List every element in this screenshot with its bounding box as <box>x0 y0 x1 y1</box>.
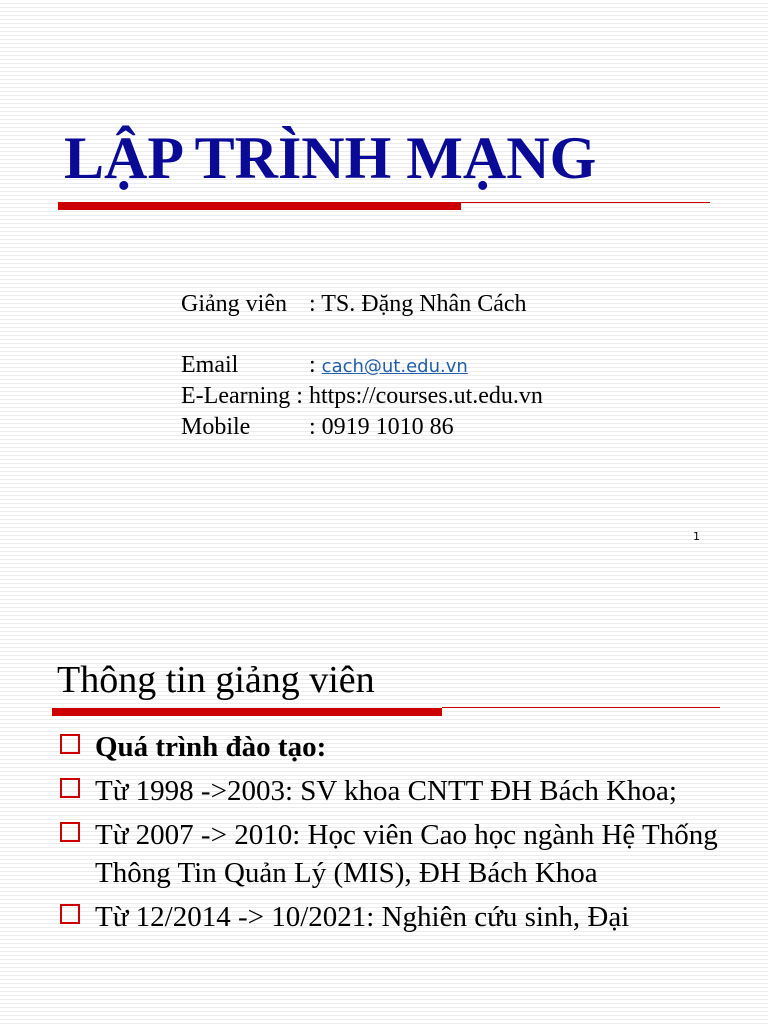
email-row <box>181 350 468 382</box>
lecturer-value: : TS. Đặng Nhân Cách <box>309 291 527 317</box>
square-bullet-icon <box>60 734 80 754</box>
list-item-text: Từ 12/2014 -> 10/2021: Nghiên cứu sinh, Đại <box>95 901 630 933</box>
lecturer-row <box>181 289 527 320</box>
slide-title: LẬP TRÌNH MẠNG <box>64 125 597 191</box>
square-bullet-icon <box>60 822 80 842</box>
mobile-row <box>181 412 454 443</box>
bullet-list <box>58 728 738 942</box>
title-underline-thin <box>461 202 710 203</box>
list-item <box>58 728 738 766</box>
title-underline-thick <box>52 708 442 716</box>
email-label: Email <box>181 352 239 378</box>
list-item <box>58 772 738 810</box>
title-underline-thin <box>442 707 720 708</box>
page-number: 1 <box>693 530 700 543</box>
email-link[interactable]: cach@ut.edu.vn <box>321 356 468 377</box>
list-item <box>58 898 738 936</box>
list-item-text: Quá trình đào tạo: <box>95 731 327 763</box>
slide-title: Thông tin giảng viên <box>57 659 375 701</box>
square-bullet-icon <box>60 778 80 798</box>
lecturer-label: Giảng viên <box>181 291 287 317</box>
list-item-text: Từ 2007 -> 2010: Học viên Cao học ngành Hệ Thống Thông Tin Quản Lý (MIS), ĐH Bách Khoa <box>95 819 718 889</box>
mobile-value: : 0919 1010 86 <box>309 414 454 440</box>
list-item-text: Từ 1998 ->2003: SV khoa CNTT ĐH Bách Khoa; <box>95 775 677 807</box>
mobile-label: Mobile <box>181 414 251 440</box>
elearning-value: : https://courses.ut.edu.vn <box>296 383 543 409</box>
elearning-label: E-Learning <box>181 383 291 409</box>
square-bullet-icon <box>60 904 80 924</box>
list-item <box>58 816 738 892</box>
elearning-row <box>181 381 543 412</box>
title-underline-thick <box>58 202 461 210</box>
email-separator: : <box>309 352 316 378</box>
slide-2 <box>0 610 768 1024</box>
